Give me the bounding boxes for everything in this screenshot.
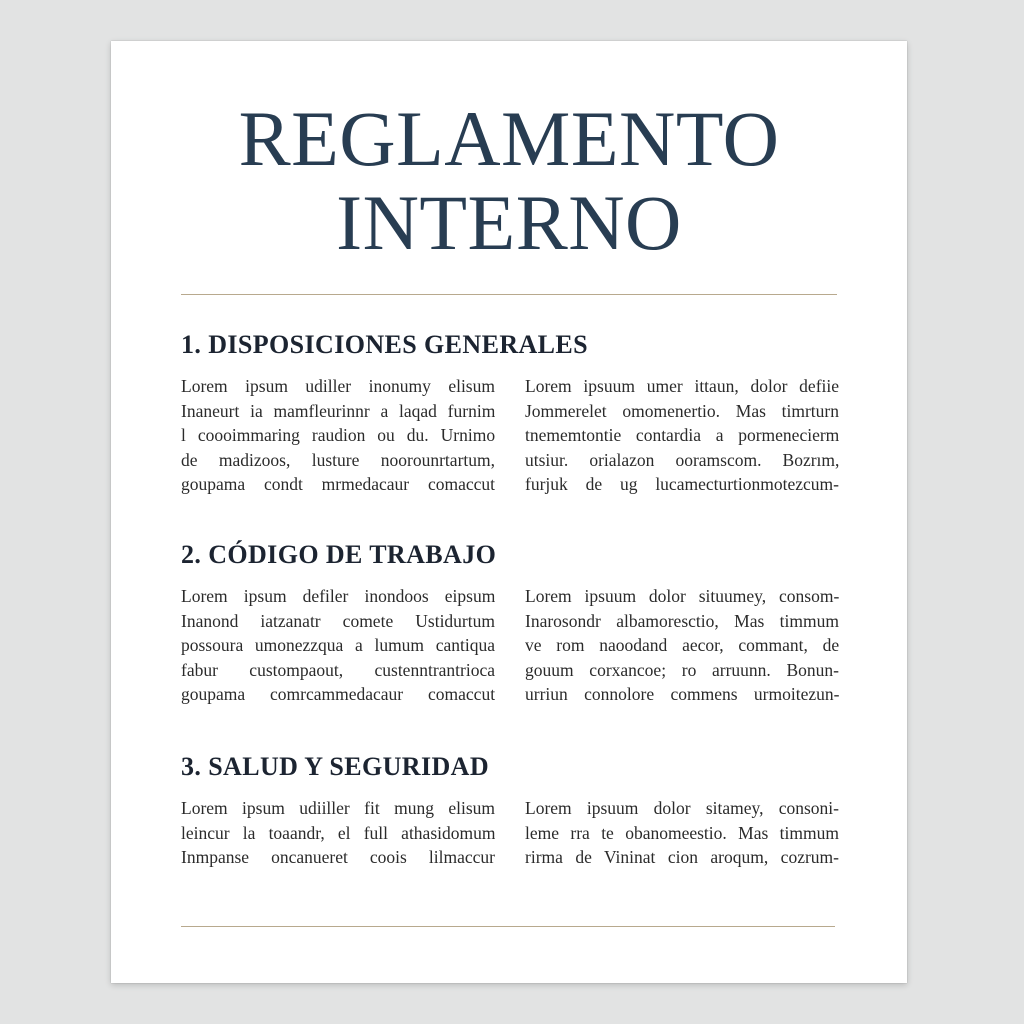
text-line: leme rra te obanomeestio. Mas timmum — [525, 822, 839, 843]
document-title — [111, 97, 907, 265]
left-column — [181, 584, 495, 707]
text-line: utsiur. orialazon ooramscom. Bozrım, — [525, 449, 839, 470]
right-column — [525, 374, 839, 497]
document-page — [111, 41, 907, 983]
text-line: rirma de Vininat cion aroqum, cozrum- — [525, 847, 839, 868]
section-codigo-de-trabajo — [181, 540, 839, 705]
text-line: possoura umonezzqua a lumum cantiqua — [181, 635, 495, 656]
text-line: furjuk de ug lucamecturtionmotezcum- — [525, 474, 839, 495]
text-line: Inaneurt ia mamfleurinnr a laqad furnim — [181, 400, 495, 421]
bottom-divider — [181, 926, 835, 927]
text-line: de madizoos, lusture noorounrtartum, — [181, 449, 495, 470]
text-line: fabur custompaout, custenntrantrioca — [181, 659, 495, 680]
text-line: leincur la toaandr, el full athasidomum — [181, 822, 495, 843]
text-line: Lorem ipsum defiler inondoos eipsum — [181, 586, 495, 606]
section-heading: 1. DISPOSICIONES GENERALES — [181, 330, 589, 359]
text-line: l coooimmaring raudion ou du. Urnimo — [181, 425, 495, 446]
text-line: urriun connolore commens urmoitezun- — [525, 684, 839, 705]
section-heading: 2. CÓDIGO DE TRABAJO — [181, 540, 497, 569]
text-line: ve rom naoodand aecor, commant, de — [525, 635, 839, 656]
text-line: goupama condt mrmedacaur comaccut — [181, 474, 495, 495]
text-line: Inmpanse oncanueret coois lilmaccur — [181, 847, 495, 868]
text-line: Lorem ipsuum dolor sitamey, consoni- — [525, 798, 839, 818]
section-heading: 3. SALUD Y SEGURIDAD — [181, 752, 490, 781]
text-line: Lorem ipsuum umer ittaun, dolor defiie — [525, 376, 839, 396]
text-line: Jommerelet omomenertio. Mas timrturn — [525, 400, 839, 421]
left-column — [181, 374, 495, 497]
right-column — [525, 796, 839, 870]
text-line: Lorem ipsuum dolor situumey, consom- — [525, 586, 839, 606]
title-line-2: INTERNO — [336, 179, 682, 266]
left-column — [181, 796, 495, 870]
text-line: Lorem ipsum udiller inonumy elisum — [181, 376, 495, 396]
text-line: gouum corxancoe; ro arruunn. Bonun- — [525, 659, 839, 680]
text-line: Inanond iatzanatr comete Ustidurtum — [181, 610, 495, 631]
text-line: Lorem ipsum udiiller fit mung elisum — [181, 798, 495, 818]
section-salud-y-seguridad — [181, 752, 839, 868]
top-divider — [181, 294, 837, 295]
text-line: goupama comrcammedacaur comaccut — [181, 684, 495, 705]
section-disposiciones-generales — [181, 330, 839, 495]
text-line: tnememtontie contardia a pormenecierm — [525, 425, 839, 446]
text-line: Inarosondr albamoresctio, Mas timmum — [525, 610, 839, 631]
right-column — [525, 584, 839, 707]
title-line-1: REGLAMENTO — [238, 95, 780, 182]
